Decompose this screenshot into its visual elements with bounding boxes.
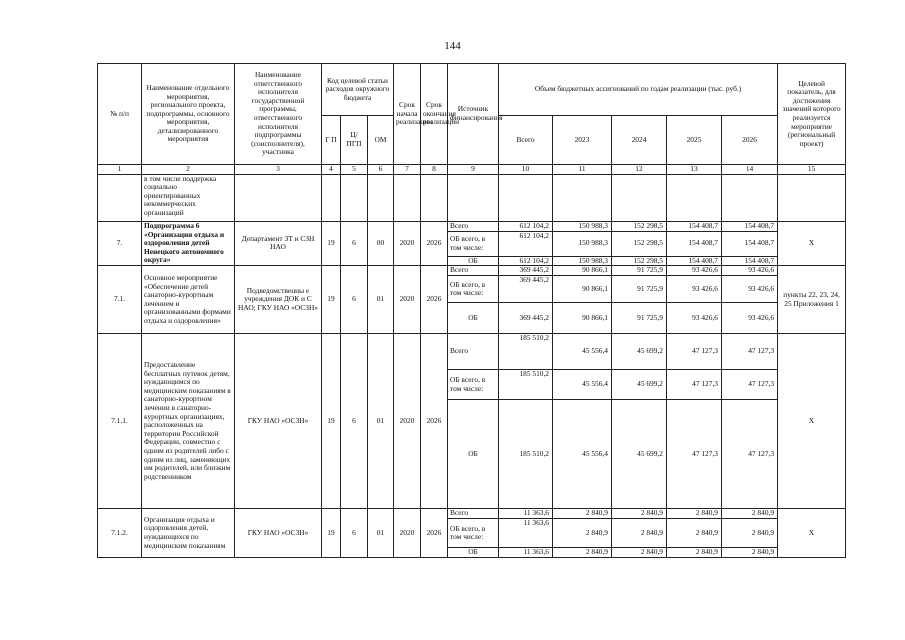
y2023-cell: 90 866,1 [553,266,612,276]
total-cell: 11 363,6 [499,548,553,558]
y2024-cell: 2 840,9 [612,548,667,558]
row-name: Подпрограмма 6 «Организация отдыха и оздоровления детей Ненецкого автономного округа» [142,221,235,266]
y2025-cell: 154 408,7 [667,221,722,231]
y2025-cell: 93 426,6 [667,276,722,303]
colnum: 2 [142,165,235,175]
y2025-cell: 154 408,7 [667,231,722,256]
row-start: 2020 [394,509,421,558]
row-gp: 19 [322,334,341,509]
source-cell: ОБ всего, в том числе: [448,519,499,548]
colnum: 3 [235,165,322,175]
row-name: Организация отдыха и оздоровления детей, нуждающихся по медицинским показаниям [142,509,235,558]
row-om: 01 [368,266,394,334]
y2023-cell: 90 866,1 [553,276,612,303]
source-cell: ОБ [448,303,499,334]
y2026-cell: 47 127,3 [722,400,778,509]
y2024-cell: 45 699,2 [612,334,667,370]
y2025-cell: 47 127,3 [667,334,722,370]
y2024-cell: 91 725,9 [612,266,667,276]
row-cp: 6 [341,509,368,558]
row-name: Предоставление бесплатных путевок детям, нуждающимся по медицинским показаниям в санаторно-курортном лечении в санаторно-курортных организациях, расположенных на территории Российской Федерации, совместно с одним из родителей либо с одним из лиц, заменяющих им родителей, или близким родственником [142,334,235,509]
row-start: 2020 [394,266,421,334]
y2026-cell: 2 840,9 [722,509,778,519]
y2023-cell: 150 988,3 [553,256,612,266]
row-cp: 6 [341,334,368,509]
colnum: 6 [368,165,394,175]
continuation-row [98,174,846,221]
source-cell: Всего [448,221,499,231]
colnum: 7 [394,165,421,175]
cell-empty [368,174,394,221]
source-cell: Всего [448,334,499,370]
source-cell: ОБ [448,256,499,266]
y2023-cell: 150 988,3 [553,221,612,231]
cell-empty [722,174,778,221]
budget-table [97,63,846,558]
colnum: 10 [499,165,553,175]
row-executor: Департамент ЗТ и СЗН НАО [235,221,322,266]
total-cell: 369 445,2 [499,303,553,334]
source-cell: Всего [448,266,499,276]
cell-empty [553,174,612,221]
y2026-cell: 93 426,6 [722,303,778,334]
cell-empty [421,174,448,221]
y2024-cell: 91 725,9 [612,276,667,303]
y2025-cell: 2 840,9 [667,548,722,558]
row-end: 2026 [421,266,448,334]
y2025-cell: 154 408,7 [667,256,722,266]
y2025-cell: 47 127,3 [667,370,722,400]
row-end: 2026 [421,509,448,558]
row-gp: 19 [322,509,341,558]
source-cell: ОБ [448,548,499,558]
header-total: Всего [499,116,553,165]
header-row-top [98,64,846,116]
colnum: 5 [341,165,368,175]
row-cp: 6 [341,266,368,334]
header-start: Срок начала реализации [394,64,421,165]
y2025-cell: 93 426,6 [667,303,722,334]
table-row [98,334,846,370]
cell-empty [341,174,368,221]
continuation-text: в том числе поддержка социально ориентированных некоммерческих организаций [142,174,235,221]
target-cell: X [778,509,846,558]
y2024-cell: 152 298,5 [612,256,667,266]
total-cell: 612 104,2 [499,231,553,256]
y2026-cell: 47 127,3 [722,334,778,370]
total-cell: 369 445,2 [499,266,553,276]
y2023-cell: 45 556,4 [553,334,612,370]
y2024-cell: 2 840,9 [612,519,667,548]
y2026-cell: 47 127,3 [722,370,778,400]
row-name: Основное мероприятие «Обеспечение детей санаторно-курортным лечением и организованными формами отдыха и оздоровления» [142,266,235,334]
y2023-cell: 45 556,4 [553,370,612,400]
source-cell: ОБ [448,400,499,509]
row-start: 2020 [394,334,421,509]
row-cp: 6 [341,221,368,266]
cell-empty [98,174,142,221]
target-cell: X [778,221,846,266]
cell-empty [778,174,846,221]
y2023-cell: 90 866,1 [553,303,612,334]
y2026-cell: 2 840,9 [722,519,778,548]
colnum: 1 [98,165,142,175]
row-om: 01 [368,334,394,509]
y2026-cell: 2 840,9 [722,548,778,558]
header-volume: Объем бюджетных ассигнований по годам реализации (тыс. руб.) [499,64,778,116]
colnum: 9 [448,165,499,175]
row-num: 7. [98,221,142,266]
row-end: 2026 [421,221,448,266]
y2025-cell: 2 840,9 [667,519,722,548]
row-executor: ГКУ НАО «ОСЗН» [235,509,322,558]
total-cell: 11 363,6 [499,509,553,519]
y2026-cell: 154 408,7 [722,256,778,266]
header-end: Срок окончания реализации [421,64,448,165]
total-cell: 369 445,2 [499,276,553,303]
source-cell: ОБ всего, в том числе: [448,276,499,303]
cell-empty [322,174,341,221]
header-2024: 2024 [612,116,667,165]
row-executor: ГКУ НАО «ОСЗН» [235,334,322,509]
row-executor: Подведомственны е учреждения ДОК и С НАО; ГКУ НАО «ОСЗН» [235,266,322,334]
y2023-cell: 150 988,3 [553,231,612,256]
cell-empty [499,174,553,221]
header-code: Код целевой статьи расходов окружного бюджета [322,64,394,116]
row-gp: 19 [322,266,341,334]
y2026-cell: 93 426,6 [722,276,778,303]
y2024-cell: 152 298,5 [612,221,667,231]
y2023-cell: 2 840,9 [553,548,612,558]
colnum: 8 [421,165,448,175]
y2023-cell: 2 840,9 [553,509,612,519]
total-cell: 612 104,2 [499,256,553,266]
y2024-cell: 45 699,2 [612,400,667,509]
total-cell: 185 510,2 [499,334,553,370]
colnum: 13 [667,165,722,175]
colnum: 14 [722,165,778,175]
row-num: 7.1.2. [98,509,142,558]
colnum: 11 [553,165,612,175]
header-target: Целевой показатель, для достижения значений которого реализуется мероприятие (региональный проект) [778,64,846,165]
page-number: 144 [444,40,461,52]
column-numbers-row [98,165,846,175]
total-cell: 612 104,2 [499,221,553,231]
y2024-cell: 152 298,5 [612,231,667,256]
header-num: № п/п [98,64,142,165]
y2026-cell: 93 426,6 [722,266,778,276]
y2024-cell: 91 725,9 [612,303,667,334]
header-source: Источник финансирования [448,64,499,165]
table-row [98,221,846,231]
row-gp: 19 [322,221,341,266]
cell-empty [667,174,722,221]
target-cell: пункты 22, 23, 24, 25 Приложения 1 [778,266,846,334]
source-cell: Всего [448,509,499,519]
y2023-cell: 2 840,9 [553,519,612,548]
header-name: Наименование отдельного мероприятия, регионального проекта, подпрограммы, основного мероприятия, детализированного мероприятия [142,64,235,165]
cell-empty [448,174,499,221]
header-gp: Г П [322,116,341,165]
row-start: 2020 [394,221,421,266]
colnum: 12 [612,165,667,175]
table-row [98,266,846,276]
colnum: 15 [778,165,846,175]
header-2026: 2026 [722,116,778,165]
header-2025: 2025 [667,116,722,165]
y2024-cell: 2 840,9 [612,509,667,519]
header-om: ОМ [368,116,394,165]
target-cell: X [778,334,846,509]
y2025-cell: 2 840,9 [667,509,722,519]
colnum: 4 [322,165,341,175]
total-cell: 11 363,6 [499,519,553,548]
total-cell: 185 510,2 [499,370,553,400]
y2026-cell: 154 408,7 [722,221,778,231]
header-2023: 2023 [553,116,612,165]
row-num: 7.1. [98,266,142,334]
y2023-cell: 45 556,4 [553,400,612,509]
cell-empty [235,174,322,221]
y2024-cell: 45 699,2 [612,370,667,400]
table-row [98,509,846,519]
y2025-cell: 47 127,3 [667,400,722,509]
row-num: 7.1.1. [98,334,142,509]
row-end: 2026 [421,334,448,509]
y2025-cell: 93 426,6 [667,266,722,276]
row-om: 01 [368,509,394,558]
cell-empty [612,174,667,221]
source-cell: ОБ всего, в том числе: [448,370,499,400]
header-cpgp: Ц/ ПГП [341,116,368,165]
cell-empty [394,174,421,221]
row-om: 00 [368,221,394,266]
y2026-cell: 154 408,7 [722,231,778,256]
total-cell: 185 510,2 [499,400,553,509]
source-cell: ОБ всего, в том числе: [448,231,499,256]
header-executor: Наименование ответственного исполнителя государственной программы, ответственного исполнителя подпрограммы (соисполнителя), участника [235,64,322,165]
